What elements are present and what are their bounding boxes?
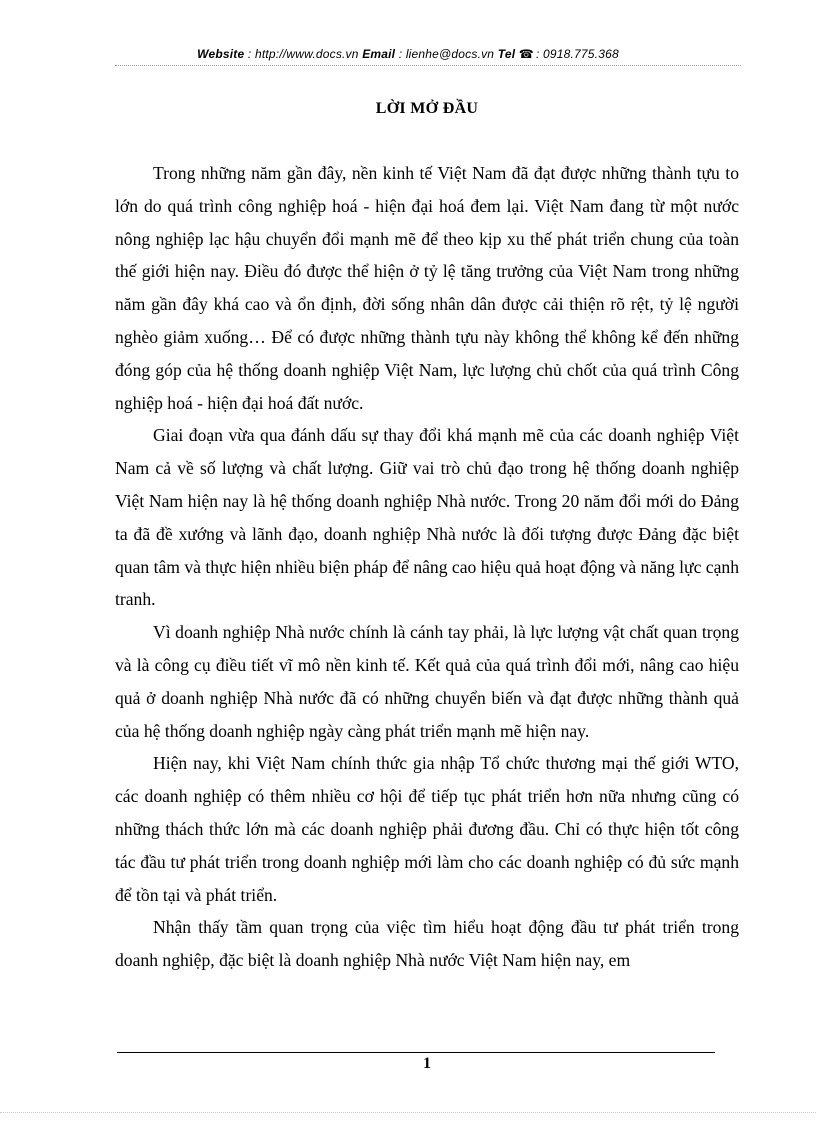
footer-divider bbox=[117, 1052, 715, 1053]
paragraph: Giai đoạn vừa qua đánh dấu sự thay đổi khá mạnh mẽ của các doanh nghiệp Việt Nam cả về số lượng và chất lượng. Giữ vai trò chủ đạo trong hệ thống doanh nghiệp Việt Nam hiện nay là hệ thống doanh nghiệp Nhà nước. Trong 20 năm đổi mới do Đảng ta đã đề xướng và lãnh đạo, doanh nghiệp Nhà nước là đối tượng được Đảng đặc biệt quan tâm và thực hiện nhiều biện pháp để nâng cao hiệu quả hoạt động và năng lực cạnh tranh. bbox=[115, 425, 739, 610]
phone-icon: ☎ bbox=[518, 47, 534, 61]
tel-value: : 0918.775.368 bbox=[535, 47, 619, 61]
website-value: : http://www.docs.vn bbox=[247, 47, 359, 61]
page-header bbox=[0, 47, 816, 61]
email-label: Email bbox=[362, 47, 396, 61]
paragraph: Trong những năm gần đây, nền kinh tế Việt Nam đã đạt được những thành tựu to lớn do quá trình công nghiệp hoá - hiện đại hoá đem lại. Việt Nam đang từ một nước nông nghiệp lạc hậu chuyển đổi mạnh mẽ để theo kịp xu thế phát triển chung của toàn thế giới hiện nay. Điều đó được thể hiện ở tỷ lệ tăng trưởng của Việt Nam trong những năm gần đây khá cao và ổn định, đời sống nhân dân được cải thiện rõ rệt, tỷ lệ người nghèo giảm xuống… Để có được những thành tựu này không thể không kể đến những đóng góp của hệ thống doanh nghiệp Việt Nam, lực lượng chủ chốt của quá trình Công nghiệp hoá - hiện đại hoá đất nước. bbox=[115, 163, 739, 413]
email-value: : lienhe@docs.vn bbox=[398, 47, 495, 61]
paragraph: Nhận thấy tầm quan trọng của việc tìm hiểu hoạt động đầu tư phát triển trong doanh nghiệp, đặc biệt là doanh nghiệp Nhà nước Việt Nam hiện nay, em bbox=[115, 917, 739, 971]
page-title: LỜI MỞ ĐẦU bbox=[375, 100, 479, 117]
website-label: Website bbox=[197, 47, 245, 61]
paragraph: Hiện nay, khi Việt Nam chính thức gia nhập Tổ chức thương mại thế giới WTO, các doanh nghiệp có thêm nhiều cơ hội để tiếp tục phát triển hơn nữa nhưng cũng có những thách thức lớn mà các doanh nghiệp phải đương đầu. Chỉ có thực hiện tốt công tác đầu tư phát triển trong doanh nghiệp mới làm cho các doanh nghiệp có đủ sức mạnh để tồn tại và phát triển. bbox=[115, 753, 739, 905]
document-body bbox=[115, 157, 739, 977]
paragraph: Vì doanh nghiệp Nhà nước chính là cánh tay phải, là lực lượng vật chất quan trọng và là công cụ điều tiết vĩ mô nền kinh tế. Kết quả của quá trình đổi mới, nâng cao hiệu quả ở doanh nghiệp Nhà nước đã có những chuyển biến và đạt được những thành quả của hệ thống doanh nghiệp ngày càng phát triển mạnh mẽ hiện nay. bbox=[115, 622, 739, 741]
tel-label: Tel bbox=[497, 47, 516, 61]
page-edge-divider bbox=[0, 1112, 816, 1113]
header-divider bbox=[115, 65, 741, 66]
page-number: 1 bbox=[423, 1055, 431, 1072]
